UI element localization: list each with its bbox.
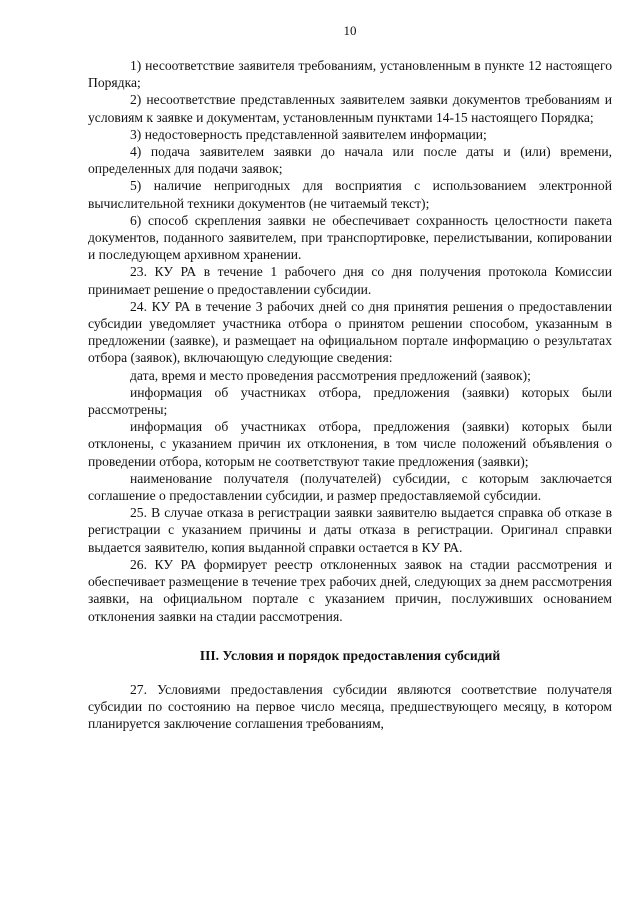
list-item-5: 5) наличие непригодных для восприятия с использованием электронной вычислительной техники документов (не читаемый текст); <box>88 178 612 211</box>
list-item-1: 1) несоответствие заявителя требованиям, установленным в пункте 12 настоящего Порядка; <box>88 58 612 91</box>
section-heading: III. Условия и порядок предоставления субсидий <box>199 647 501 663</box>
clause-24-item-4: наименование получателя (получателей) субсидии, с которым заключается соглашение о предоставлении субсидии, и размер предоставляемой субсидии. <box>88 470 612 504</box>
clause-25: 25. В случае отказа в регистрации заявки заявителю выдается справка об отказе в регистрации с указанием причины и даты отказа в регистрации. Оригинал справки выдается заявителю, копия выданной справки остается в КУ РА. <box>88 505 612 555</box>
clause-24-item-2: информация об участниках отбора, предложения (заявки) которых были рассмотрены; <box>88 384 612 418</box>
list-item-6: 6) способ скрепления заявки не обеспечивает сохранность целостности пакета документов, поданного заявителем, при транспортировке, перелистывании, копировании и последующем архивном хранении. <box>88 212 612 263</box>
page-number: 10 <box>343 23 357 38</box>
clause-27: 27. Условиями предоставления субсидии являются соответствие получателя субсидии по состоянию на первое число месяца, предшествующего месяцу, в котором планируется заключение соглашения требованиям, <box>88 681 612 732</box>
clause-23: 23. КУ РА в течение 1 рабочего дня со дня получения протокола Комиссии принимает решение о предоставлении субсидии. <box>88 264 612 297</box>
clause-24-item-3: информация об участниках отбора, предложения (заявки) которых были отклонены, с указанием причин их отклонения, в том числе положений объявления о проведении отбора, которым не соответствуют такие предложения (заявки); <box>88 419 612 469</box>
list-item-4: 4) подача заявителем заявки до начала или после даты и (или) времени, определенных для подачи заявок; <box>88 144 612 177</box>
clause-24: 24. КУ РА в течение 3 рабочих дней со дня принятия решения о предоставлении субсидии уведомляет участника отбора о принятом решении способом, указанным в предложении (заявке), и размещает на официальном портале информацию о результатах отбора (заявок), включающую следующие сведения: <box>88 298 612 366</box>
clause-26: 26. КУ РА формирует реестр отклоненных заявок на стадии рассмотрения и обеспечивает размещение в течение трех рабочих дней, следующих за днем рассмотрения заявки, на официальном портале с указанием причин, послуживших основанием отклонения заявки на стадии рассмотрения. <box>88 556 612 624</box>
list-item-3: 3) недостоверность представленной заявителем информации; <box>130 126 487 142</box>
document-page <box>88 22 612 733</box>
list-item-2: 2) несоответствие представленных заявителем заявки документов требованиям и условиям к заявке и документам, установленным пунктами 14-15 настоящего Порядка; <box>88 92 612 125</box>
clause-24-item-1: дата, время и место проведения рассмотрения предложений (заявок); <box>130 367 531 383</box>
